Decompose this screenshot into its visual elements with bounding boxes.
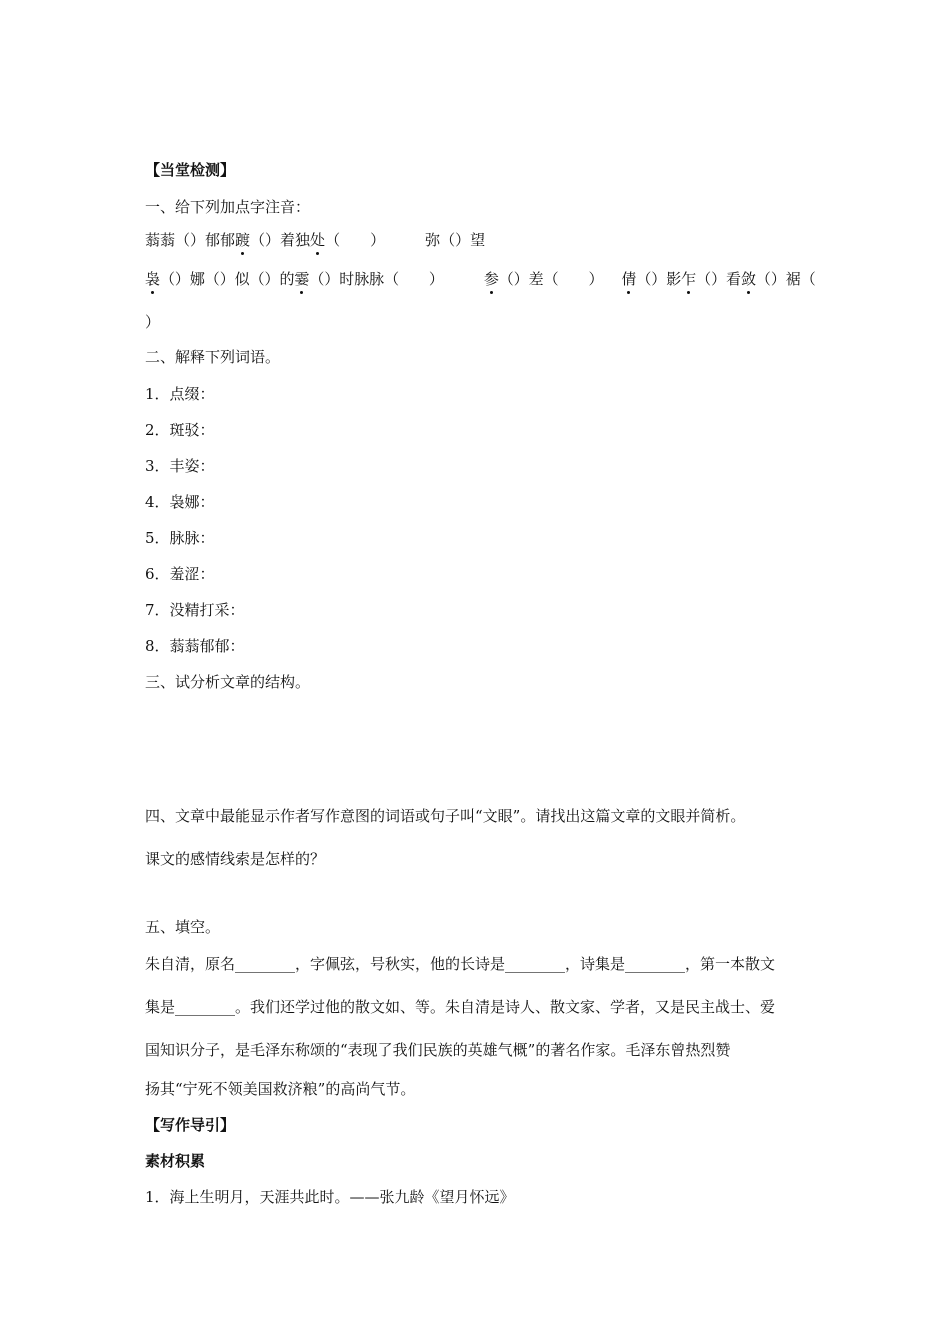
q1-item-nuo: （）娜（）似（）的 [159, 270, 295, 288]
q1-item-cha: （）差（ ） [498, 270, 604, 288]
dotted-char: 倩 [621, 270, 637, 288]
dotted-char: 霎 [294, 270, 310, 288]
question-5-line: 朱自清，原名________，字佩弦，号秋实，他的长诗是________，诗集是________，第一本散文 [145, 955, 776, 973]
question-5-line: 扬其“宁死不领美国救济粮”的高尚气节。 [145, 1080, 416, 1098]
section-title-classroom-check: 【当堂检测】 [145, 161, 236, 179]
q1-item-zhuo: （）着独 [250, 231, 311, 249]
dotted-char: 踱 [235, 231, 251, 249]
question-1-line-2 [145, 269, 816, 289]
question-4-subquestion: 课文的感情线索是怎样的？ [145, 850, 326, 868]
q2-item: 6．羞涩： [145, 565, 215, 583]
q1-item-ying: （）影 [636, 270, 682, 288]
q2-item: 7．没精打采： [145, 601, 245, 619]
q1-item-wengweng: 蓊蓊（）郁郁 [145, 231, 236, 249]
dotted-char: 参 [483, 270, 499, 288]
q1-blank: （ ） [325, 231, 386, 249]
q2-item: 8．蓊蓊郁郁： [145, 637, 245, 655]
question-2-heading: 二、解释下列词语。 [145, 348, 281, 366]
q2-item: 5．脉脉： [145, 529, 215, 547]
q1-item-miwang: 弥（）望 [425, 231, 486, 249]
question-1-heading: 一、给下列加点字注音： [145, 198, 311, 216]
dotted-char: 袅 [145, 270, 160, 288]
question-5-heading: 五、填空。 [145, 918, 221, 936]
question-5-line: 集是________。我们还学过他的散文如、等。朱自清是诗人、散文家、学者，又是民主战士、爱 [145, 998, 776, 1016]
section-subtitle-material: 素材积累 [145, 1152, 206, 1170]
dotted-char: 乍 [681, 270, 697, 288]
q1-item-ju: （）裾（ [755, 270, 816, 288]
question-1-line-3: ） [145, 313, 161, 331]
section-title-writing-guide: 【写作导引】 [145, 1116, 236, 1134]
q2-item: 3．丰姿： [145, 457, 215, 475]
dotted-char: 敛 [740, 270, 756, 288]
question-5-line: 国知识分子，是毛泽东称颂的“表现了我们民族的英雄气概”的著名作家。毛泽东曾热烈赞 [145, 1041, 731, 1059]
q2-item: 4．袅娜： [145, 493, 215, 511]
dotted-char: 处 [310, 231, 326, 249]
question-3-heading: 三、试分析文章的结构。 [145, 673, 311, 691]
writing-item: 1．海上生明月，天涯共此时。——张九龄《望月怀远》 [145, 1188, 515, 1206]
question-4-heading: 四、文章中最能显示作者写作意图的词语或句子叫“文眼”。请找出这篇文章的文眼并简析。 [145, 807, 746, 825]
q1-item-kan: （）看 [696, 270, 741, 288]
q2-item: 1．点缀： [145, 385, 215, 403]
question-1-line-1 [145, 230, 485, 250]
q1-item-mai: （）时脉脉（ ） [309, 270, 444, 288]
q2-item: 2．斑驳： [145, 421, 215, 439]
